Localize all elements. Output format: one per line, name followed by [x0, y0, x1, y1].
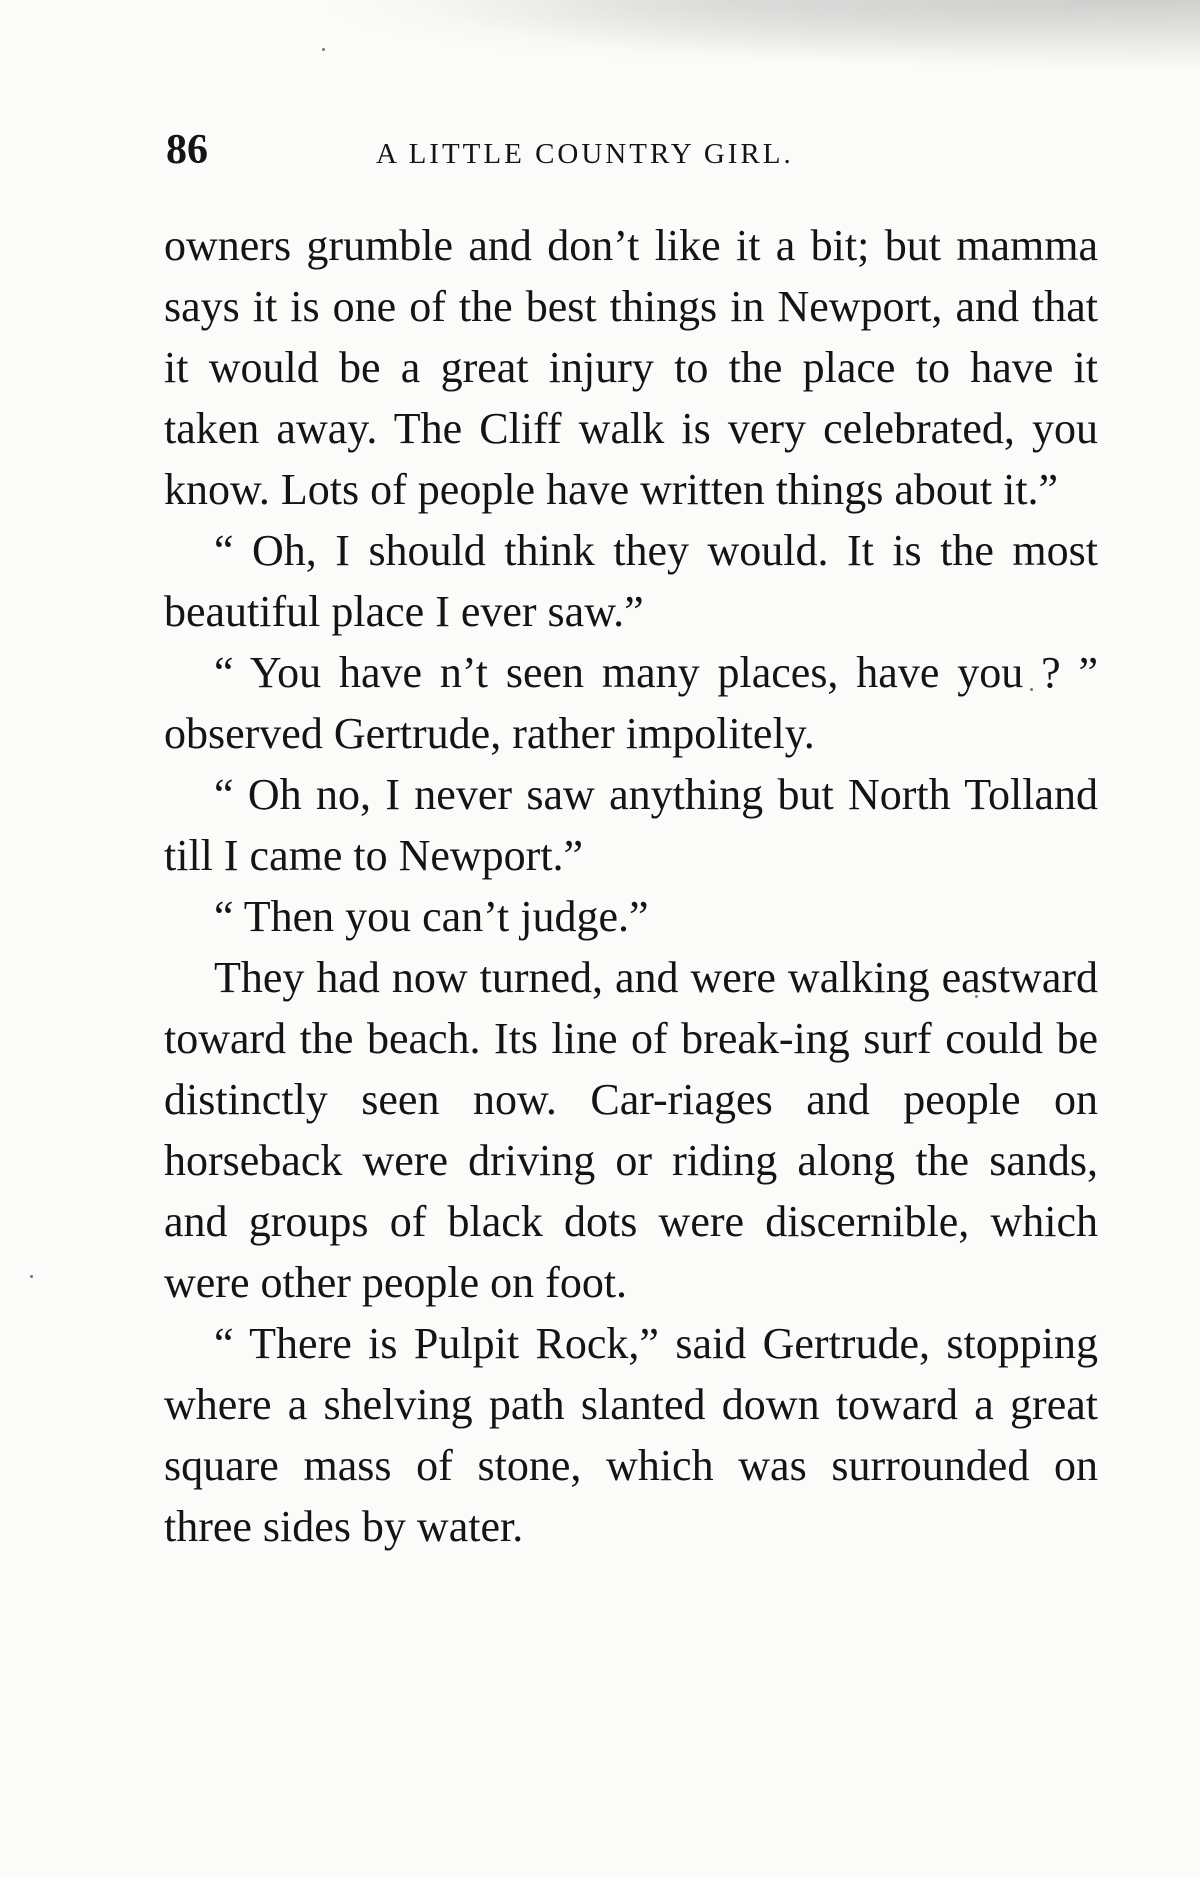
paragraph: They had now turned, and were walking eastward toward the beach. Its line of break-ing surf could be distinctly seen now. Car-riages and people on horseback were driving or riding along the sands, and groups of black dots were discernible, which were other people on foot. [164, 953, 1098, 1307]
paragraph: “ Oh no, I never saw anything but North Tolland till I came to Newport.” [164, 770, 1098, 880]
ink-speck [322, 48, 325, 51]
paragraph: “ There is Pulpit Rock,” said Gertrude, stopping where a shelving path slanted down toward a great square mass of stone, which was surrounded on three sides by water. [164, 1319, 1098, 1551]
paragraph: “ Then you can’t judge.” [214, 892, 649, 941]
paragraph: “ Oh, I should think they would. It is the most beautiful place I ever saw.” [164, 526, 1098, 636]
paragraph: “ You have n’t seen many places, have you ? ” observed Gertrude, rather impolitely. [164, 648, 1098, 758]
body-text [164, 215, 1098, 1557]
page-number: 86 [166, 127, 208, 173]
running-title: A LITTLE COUNTRY GIRL. [376, 138, 794, 170]
paragraph: owners grumble and don’t like it a bit; but mamma says it is one of the best things in Newport, and that it would be a great injury to the place to have it taken away. The Cliff walk is very celebrated, you know. Lots of people have written things about it.” [164, 221, 1098, 514]
page-top-shading [0, 0, 1200, 110]
ink-speck [30, 1275, 33, 1278]
page-header [166, 120, 1100, 180]
